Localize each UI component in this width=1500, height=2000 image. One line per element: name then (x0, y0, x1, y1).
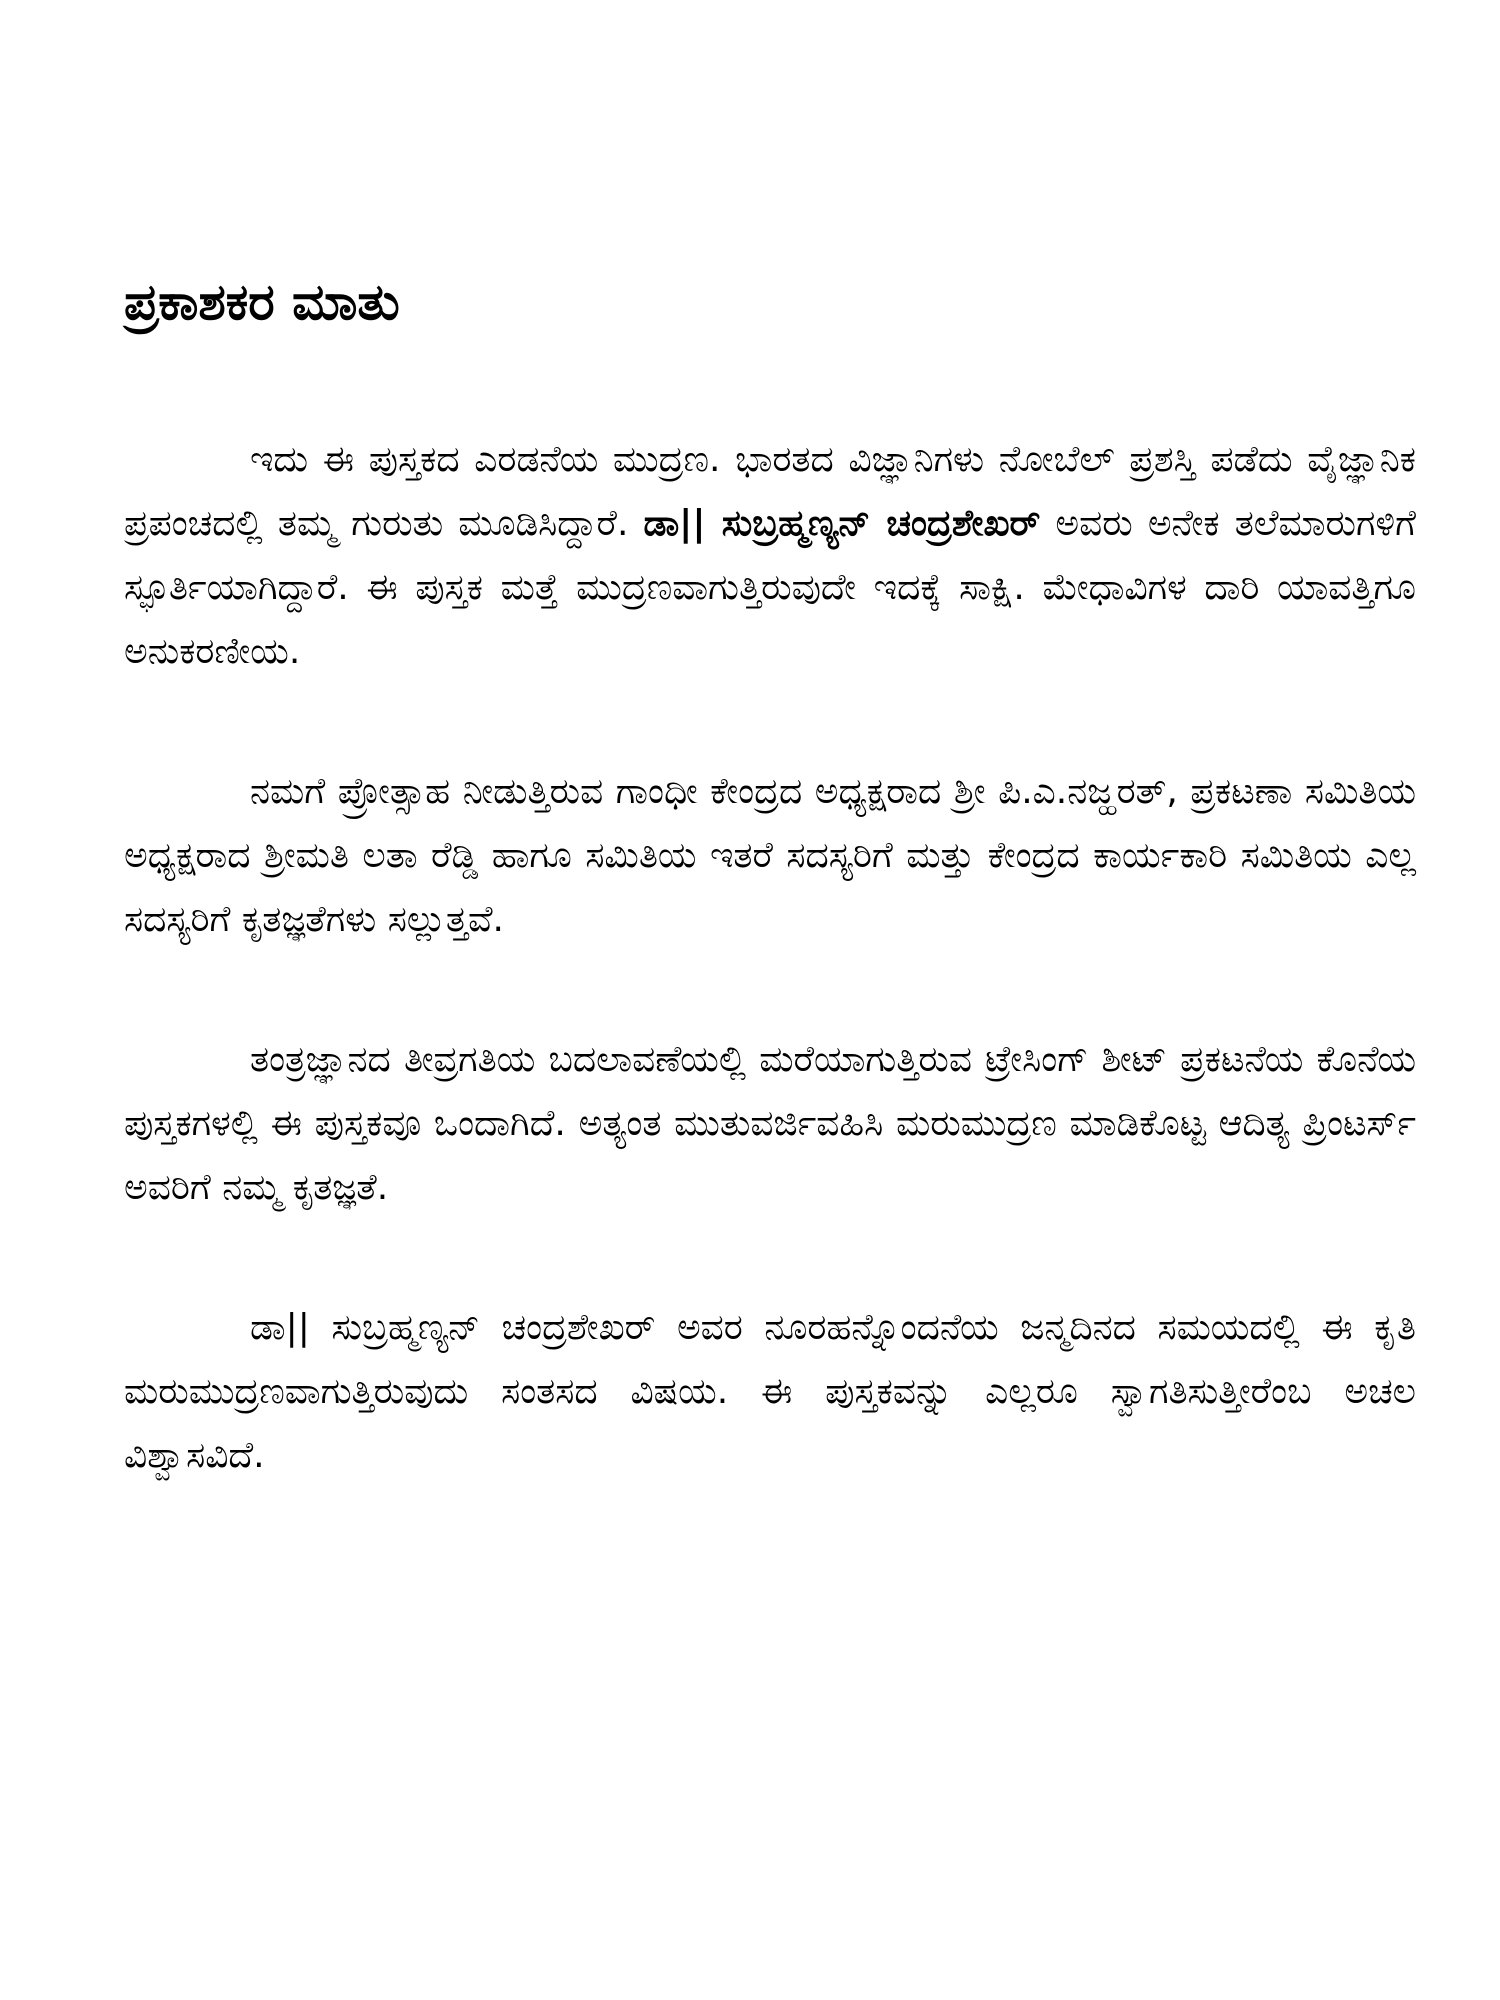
page-title: ಪ್ರಕಾಶಕರ ಮಾತು (124, 273, 400, 331)
paragraph-1-text-start: ಇದು ಈ ಪುಸ್ತಕದ ಎರಡನೆಯ ಮುದ್ರಣ. ಭಾರತದ ವಿಜ್ಞಾನಿಗಳು ನೋಬೆಲ್ ಪ್ರಶಸ್ತಿ ಪಡೆದು ವೈಜ್ಞಾನಿಕ ಪ್ರಪಂಚದಲ್ಲಿ ತಮ್ಮ ಗುರುತು ಮೂಡಿಸಿದ್ದಾರೆ. (124, 439, 1416, 544)
paragraph-4: ಡಾ|| ಸುಬ್ರಹ್ಮಣ್ಯನ್ ಚಂದ್ರಶೇಖರ್ ಅವರ ನೂರಹನ್ನೊಂದನೆಯ ಜನ್ಮದಿನದ ಸಮಯದಲ್ಲಿ ಈ ಕೃತಿ ಮರುಮುದ್ರಣವಾಗುತ್ತಿರುವುದು ಸಂತಸದ ವಿಷಯ. ಈ ಪುಸ್ತಕವನ್ನು ಎಲ್ಲರೂ ಸ್ವಾಗತಿಸುತ್ತೀರೆಂಬ ಅಚಲ ವಿಶ್ವಾಸವಿದೆ. (124, 1307, 1416, 1476)
paragraph-1-text-end: ಅವರು ಅನೇಕ ತಲೆಮಾರುಗಳಿಗೆ ಸ್ಫೂರ್ತಿಯಾಗಿದ್ದಾರೆ. ಈ ಪುಸ್ತಕ ಮತ್ತೆ ಮುದ್ರಣವಾಗುತ್ತಿರುವುದೇ ಇದಕ್ಕೆ ಸಾಕ್ಷಿ. ಮೇಧಾವಿಗಳ ದಾರಿ ಯಾವತ್ತಿಗೂ ಅನುಕರಣೀಯ. (124, 503, 1416, 672)
author-name-bold: ಡಾ|| ಸುಬ್ರಹ್ಮಣ್ಯನ್ ಚಂದ್ರಶೇಖರ್ (643, 503, 1041, 544)
body-text (124, 428, 1416, 1488)
paragraph-1 (124, 428, 1416, 684)
paragraph-2: ನಮಗೆ ಪ್ರೋತ್ಸಾಹ ನೀಡುತ್ತಿರುವ ಗಾಂಧೀ ಕೇಂದ್ರದ ಅಧ್ಯಕ್ಷರಾದ ಶ್ರೀ ಪಿ.ಎ.ನಜ್ಹರತ್, ಪ್ರಕಟಣಾ ಸಮಿತಿಯ ಅಧ್ಯಕ್ಷರಾದ ಶ್ರೀಮತಿ ಲತಾ ರೆಡ್ಡಿ ಹಾಗೂ ಸಮಿತಿಯ ಇತರೆ ಸದಸ್ಯರಿಗೆ ಮತ್ತು ಕೇಂದ್ರದ ಕಾರ್ಯಕಾರಿ ಸಮಿತಿಯ ಎಲ್ಲ ಸದಸ್ಯರಿಗೆ ಕೃತಜ್ಞತೆಗಳು ಸಲ್ಲುತ್ತವೆ. (124, 771, 1416, 940)
paragraph-3: ತಂತ್ರಜ್ಞಾನದ ತೀವ್ರಗತಿಯ ಬದಲಾವಣೆಯಲ್ಲಿ ಮರೆಯಾಗುತ್ತಿರುವ ಟ್ರೇಸಿಂಗ್ ಶೀಟ್ ಪ್ರಕಟನೆಯ ಕೊನೆಯ ಪುಸ್ತಕಗಳಲ್ಲಿ ಈ ಪುಸ್ತಕವೂ ಒಂದಾಗಿದೆ. ಅತ್ಯಂತ ಮುತುವರ್ಜಿವಹಿಸಿ ಮರುಮುದ್ರಣ ಮಾಡಿಕೊಟ್ಟ ಆದಿತ್ಯ ಪ್ರಿಂಟರ್ಸ್ ಅವರಿಗೆ ನಮ್ಮ ಕೃತಜ್ಞತೆ. (124, 1039, 1416, 1208)
